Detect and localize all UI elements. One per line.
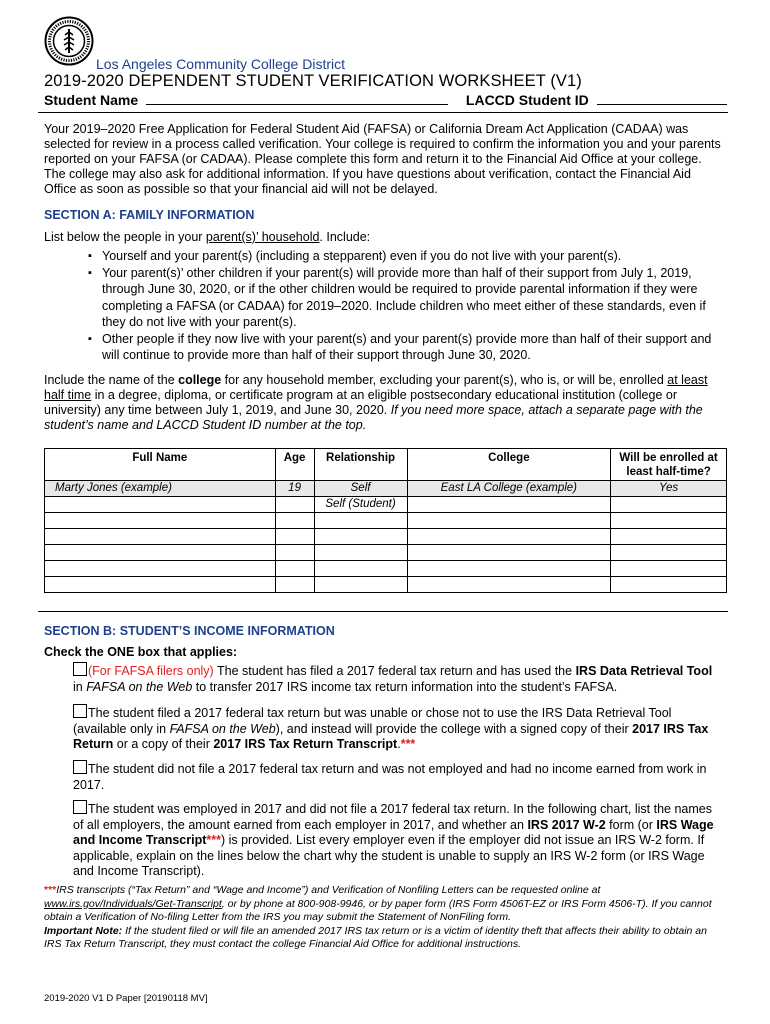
check-instruction: Check the ONE box that applies: [44, 645, 238, 659]
option-2: The student filed a 2017 federal tax return but was unable or chose not to use the IRS Data Retrieval Tool (available only in FAFSA on the Web), and instead will provide the college with a signed copy of their 2017 IRS Tax Return or a copy of their 2017 IRS Tax Return Transcript.*** [73, 706, 709, 751]
table-row[interactable] [45, 529, 727, 545]
irs-transcript-link[interactable]: www.irs.gov/Individuals/Get-Transcript [44, 897, 222, 910]
option-3-checkbox[interactable] [73, 760, 87, 774]
form-version-footer: 2019-2020 V1 D Paper [20190118 MV] [44, 993, 208, 1004]
table-row[interactable] [45, 561, 727, 577]
table-row[interactable] [45, 577, 727, 593]
student-info-line [44, 92, 727, 108]
section-a-heading: SECTION A: FAMILY INFORMATION [44, 208, 255, 222]
col-age: Age [275, 449, 314, 481]
household-bullets [88, 248, 724, 364]
option-4-checkbox[interactable] [73, 800, 87, 814]
section-b-heading: SECTION B: STUDENT’S INCOME INFORMATION [44, 624, 335, 638]
table-row[interactable] [45, 513, 727, 529]
table-row[interactable]: Self (Student) [45, 497, 727, 513]
col-full-name: Full Name [45, 449, 276, 481]
district-seal-logo [44, 16, 94, 66]
student-id-field[interactable] [597, 92, 727, 105]
table-row: Marty Jones (example) 19 Self East LA College (example) Yes [45, 481, 727, 497]
option-2-checkbox[interactable] [73, 704, 87, 718]
option-1-checkbox[interactable] [73, 662, 87, 676]
district-name: Los Angeles Community College District [96, 56, 345, 72]
student-name-field[interactable] [146, 92, 448, 105]
header-divider [38, 112, 728, 113]
student-id-label: LACCD Student ID [465, 92, 589, 108]
household-list-intro: List below the people in your parent(s)’ household. Include: [44, 230, 371, 244]
col-relationship: Relationship [314, 449, 407, 481]
option-4: The student was employed in 2017 and did not file a 2017 federal tax return. In the following chart, list the names of all employers, the amount earned from each employer in 2017, and whether an IRS 2017 W-2 form (or IRS Wage and Income Transcript***) is provided. List every employer even if the employer did not issue an IRS W-2 form. If applicable, explain on the lines below the chart why the student is unable to supply an IRS W-2 form (or IRS Wage and Income Transcript). [73, 802, 714, 878]
section-divider [38, 611, 728, 612]
col-college: College [407, 449, 611, 481]
household-table [44, 448, 727, 593]
table-header-row [45, 449, 727, 481]
intro-paragraph: Your 2019–2020 Free Application for Federal Student Aid (FAFSA) or California Dream Act Application (CADAA) was selected for review in a process called verification. Your college is required to confirm the information you and your parents reported on your FAFSA (or CADAA). Please complete this form and return it to the Financial Aid Office at your college. The college may also ask for additional information. If you have questions about verification, contact the Financial Aid Office as soon as possible so that your financial aid will not be delayed. [44, 122, 721, 196]
household-term: parent(s)’ household [205, 230, 320, 244]
irs-footnote: ***IRS transcripts (“Tax Return” and “Wage and Income”) and Verification of Nonfiling Letters can be requested online at www.irs.gov/Individuals/Get-Transcript, or by phone at 800-908-9946, or by paper form (IRS Form 4506T-EZ or IRS Form 4506-T). If you cannot obtain a Verification of No-filing Letter from the IRS you may submit the Statement of NonFiling form. Important Note: If the student filed or will file an amended 2017 IRS tax return or is a victim of identity theft that affects their ability to obtain an IRS Tax Return Transcript, they must contact the college Financial Aid Office for additional instructions. [44, 884, 712, 950]
student-name-label: Student Name [44, 92, 139, 108]
option-1: (For FAFSA filers only) The student has filed a 2017 federal tax return and has used the IRS Data Retrieval Tool in FAFSA on the Web to transfer 2017 IRS income tax return information into the student’s FAFSA. [73, 664, 713, 694]
college-note: Include the name of the college for any household member, excluding your parent(s), who is, or will be, enrolled at least half time in a degree, diploma, or certificate program at an eligible postsecondary educational institution (college or university) any time between July 1, 2019, and June 30, 2020. If you need more space, attach a separate page with the student’s name and LACCD Student ID number at the top. [44, 373, 708, 432]
table-row[interactable] [45, 545, 727, 561]
col-half-time: Will be enrolled at least half-time? [611, 449, 727, 481]
list-item: ▪ Other people if they now live with your parent(s) and your parent(s) provide more than half of their support and will continue to provide more than half of their support through June 30, 2020. [88, 331, 724, 364]
list-item: ▪ Yourself and your parent(s) (including a stepparent) even if you do not live with your parent(s). [88, 248, 724, 265]
list-item: ▪ Your parent(s)’ other children if your parent(s) will provide more than half of their support from July 1, 2019, through June 30, 2020, or if the other children would be required to provide parental information if they were completing a FAFSA (or CADAA) for 2019–2020. Include children who meet either of these standards, even if they do not live with your parent(s). [88, 265, 724, 331]
option-3: The student did not file a 2017 federal tax return and was not employed and had no income earned from work in 2017. [73, 762, 707, 792]
worksheet-title: 2019-2020 DEPENDENT STUDENT VERIFICATION WORKSHEET (V1) [44, 72, 582, 90]
